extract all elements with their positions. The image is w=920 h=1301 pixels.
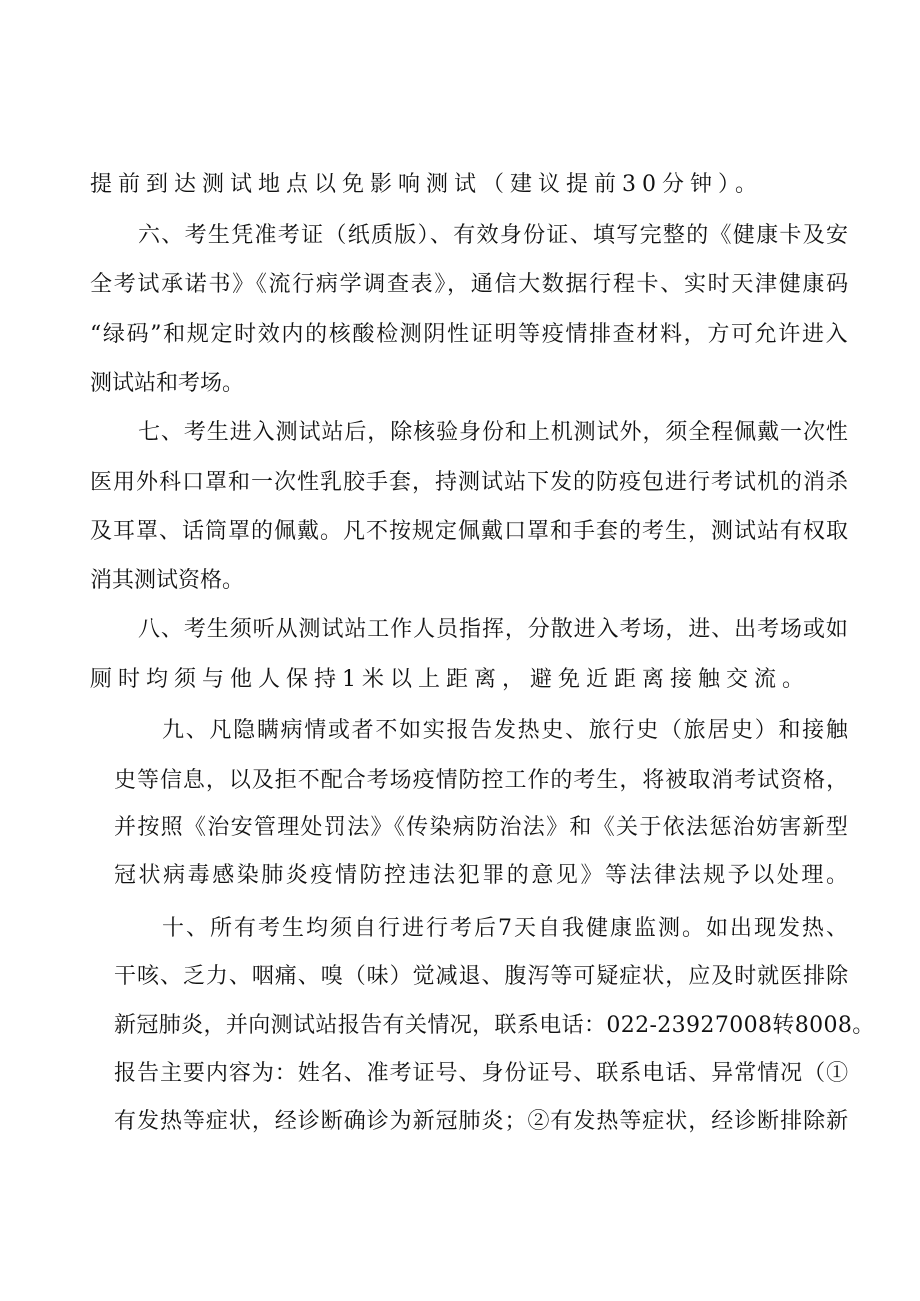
text-line: 六、考生凭准考证（纸质版）、有效身份证、填写完整的《健康卡及安 xyxy=(138,223,850,248)
text-line: 八、考生须听从测试站工作人员指挥，分散进入考场，进、出考场或如 xyxy=(138,617,849,642)
text-line: 医用外科口罩和一次性乳胶手套，持测试站下发的防疫包进行考试机的消杀 xyxy=(90,470,850,495)
text-line: 及耳罩、话筒罩的佩戴。凡不按规定佩戴口罩和手套的考生，测试站有权取 xyxy=(90,519,850,544)
text-line: 七、考生进入测试站后，除核验身份和上机测试外，须全程佩戴一次性 xyxy=(138,420,849,445)
text-line: 十、所有考生均须自行进行考后7天自我健康监测。如出现发热、 xyxy=(162,916,850,941)
text-line: 测试站和考场。 xyxy=(90,371,245,396)
text-line: 报告主要内容为：姓名、准考证号、身份证号、联系电话、异常情况（① xyxy=(114,1061,850,1086)
text-line: “绿码”和规定时效内的核酸检测阴性证明等疫情排查材料，方可允许进入 xyxy=(90,322,850,347)
text-line: 新冠肺炎，并向测试站报告有关情况，联系电话：022-23927008转8008。 xyxy=(114,1013,875,1038)
text-line: 并按照《治安管理处罚法》《传染病防治法》和《关于依法惩治妨害新型 xyxy=(114,815,850,840)
text-line: 史等信息，以及拒不配合考场疫情防控工作的考生，将被取消考试资格， xyxy=(114,768,850,793)
text-line: 有发热等症状，经诊断确诊为新冠肺炎；②有发热等症状，经诊断排除新 xyxy=(114,1109,850,1134)
text-line: 冠状病毒感染肺炎疫情防控违法犯罪的意见》等法律法规予以处理。 xyxy=(114,863,851,888)
text-line: 厕时均须与他人保持1米以上距离，避免近距离接触交流。 xyxy=(90,667,810,692)
text-line: 干咳、乏力、咽痛、嗅（味）觉减退、腹泻等可疑症状，应及时就医排除 xyxy=(114,964,850,989)
text-line: 全考试承诺书》《流行病学调查表》，通信大数据行程卡、实时天津健康码 xyxy=(90,272,850,297)
text-line: 提前到达测试地点以免影响测试（建议提前30分钟）。 xyxy=(90,172,763,197)
text-line: 消其测试资格。 xyxy=(90,568,245,593)
text-line: 九、凡隐瞒病情或者不如实报告发热史、旅行史（旅居史）和接触 xyxy=(162,718,850,743)
